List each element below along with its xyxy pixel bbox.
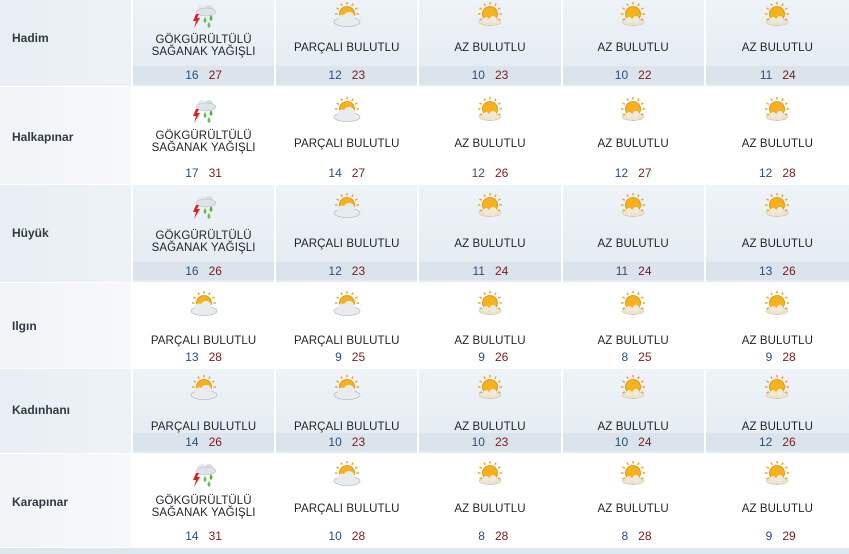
condition-line: SAĞANAK YAĞIŞLI <box>151 507 256 519</box>
min-temperature: 9 <box>478 350 485 364</box>
condition-text <box>276 335 417 347</box>
partly-cloudy-icon <box>330 373 364 403</box>
mostly-sunny-icon <box>760 373 794 403</box>
condition-line: AZ BULUTLU <box>597 138 669 150</box>
temperature-range <box>419 164 560 182</box>
temperature-range <box>133 164 274 182</box>
condition-line: GÖKGÜRÜLTÜLÜ <box>155 495 252 507</box>
mostly-sunny-icon <box>760 0 794 30</box>
temperature-range <box>706 433 849 451</box>
temperature-range <box>563 348 704 366</box>
min-temperature: 12 <box>614 166 629 180</box>
day-forecast-cell <box>419 369 562 453</box>
max-temperature: 23 <box>494 435 509 449</box>
mostly-sunny-icon <box>760 191 794 221</box>
temperature-range <box>133 433 274 451</box>
condition-text <box>706 421 849 433</box>
max-temperature: 23 <box>351 264 366 278</box>
condition-text <box>133 130 274 154</box>
max-temperature: 27 <box>638 166 652 180</box>
max-temperature: 28 <box>351 529 366 543</box>
condition-text <box>563 42 704 54</box>
max-temperature: 28 <box>494 529 509 543</box>
condition-text <box>563 335 704 347</box>
condition-text <box>563 503 704 515</box>
partly-cloudy-icon <box>187 373 221 403</box>
condition-text <box>706 503 849 515</box>
city-cell <box>0 283 133 368</box>
min-temperature: 8 <box>621 529 629 543</box>
day-forecast-cell <box>563 0 706 86</box>
day-forecast-cell <box>706 369 849 453</box>
condition-line: PARÇALI BULUTLU <box>150 421 257 433</box>
condition-line: AZ BULUTLU <box>454 503 526 515</box>
forecast-row <box>0 369 849 454</box>
min-temperature: 10 <box>328 529 342 543</box>
temperature-range <box>276 527 417 545</box>
min-temperature: 17 <box>185 166 199 180</box>
temperature-range <box>706 262 849 280</box>
day-forecast-cell <box>563 454 706 547</box>
mostly-sunny-icon <box>473 373 507 403</box>
forecast-row <box>0 454 849 548</box>
day-forecast-cell <box>133 185 276 282</box>
min-temperature: 12 <box>471 166 485 180</box>
mostly-sunny-icon <box>473 459 507 489</box>
city-cell <box>0 0 133 86</box>
condition-line: AZ BULUTLU <box>454 335 526 347</box>
day-forecast-cell <box>419 283 562 368</box>
condition-line: AZ BULUTLU <box>597 335 669 347</box>
mostly-sunny-icon <box>616 373 650 403</box>
temperature-range <box>133 66 274 84</box>
temperature-range <box>276 262 417 280</box>
day-forecast-cell <box>276 454 419 547</box>
condition-text <box>419 335 560 347</box>
condition-line: PARÇALI BULUTLU <box>294 42 400 54</box>
day-forecast-cell <box>276 369 419 453</box>
condition-text <box>419 503 560 515</box>
next-row-edge <box>0 548 849 554</box>
temperature-range <box>563 433 704 451</box>
max-temperature: 23 <box>351 435 366 449</box>
temperature-range <box>133 262 274 280</box>
max-temperature: 25 <box>638 350 652 364</box>
condition-text <box>133 34 274 58</box>
condition-text <box>133 335 274 347</box>
mostly-sunny-icon <box>616 289 650 319</box>
day-forecast-cell <box>706 0 849 86</box>
min-temperature: 11 <box>472 264 485 278</box>
temperature-range <box>419 527 560 545</box>
condition-line: AZ BULUTLU <box>454 42 526 54</box>
min-temperature: 14 <box>185 435 199 449</box>
day-forecast-cell <box>133 283 276 368</box>
day-forecast-cell <box>563 283 706 368</box>
max-temperature: 23 <box>351 68 366 82</box>
temperature-range <box>419 262 560 280</box>
condition-text <box>706 138 849 150</box>
temperature-range <box>276 348 417 366</box>
max-temperature: 28 <box>208 350 222 364</box>
temperature-range <box>563 527 704 545</box>
mostly-sunny-icon <box>760 289 794 319</box>
max-temperature: 28 <box>782 350 796 364</box>
partly-cloudy-icon <box>330 95 364 125</box>
day-forecast-cell <box>706 454 849 547</box>
temperature-range <box>419 348 560 366</box>
min-temperature: 13 <box>758 264 773 278</box>
partly-cloudy-icon <box>330 0 364 30</box>
thunder-rain-icon <box>187 0 221 30</box>
max-temperature: 28 <box>638 529 652 543</box>
min-temperature: 12 <box>758 166 773 180</box>
day-forecast-cell <box>563 369 706 453</box>
thunder-rain-icon <box>187 95 221 125</box>
city-name[interactable]: Karapınar <box>12 495 69 509</box>
min-temperature: 8 <box>478 529 485 543</box>
day-forecast-cell <box>419 185 562 282</box>
city-name[interactable]: Ilgın <box>12 319 37 333</box>
day-forecast-cell <box>276 185 419 282</box>
min-temperature: 14 <box>185 529 199 543</box>
city-cell <box>0 454 133 547</box>
condition-line: GÖKGÜRÜLTÜLÜ <box>155 130 252 142</box>
min-temperature: 9 <box>765 350 773 364</box>
max-temperature: 26 <box>208 435 222 449</box>
mostly-sunny-icon <box>616 0 650 30</box>
condition-line: SAĞANAK YAĞIŞLI <box>151 242 256 254</box>
day-forecast-cell <box>133 0 276 86</box>
mostly-sunny-icon <box>473 289 507 319</box>
thunder-rain-icon <box>187 191 221 221</box>
day-forecast-cell <box>419 454 562 547</box>
condition-text <box>563 421 704 433</box>
condition-line: AZ BULUTLU <box>454 421 526 433</box>
forecast-row <box>0 185 849 283</box>
thunder-rain-icon <box>187 459 221 489</box>
partly-cloudy-icon <box>187 289 221 319</box>
day-forecast-cell <box>133 454 276 547</box>
city-cell <box>0 185 133 282</box>
city-name[interactable]: Hüyük <box>12 226 49 240</box>
forecast-row <box>0 87 849 185</box>
condition-line: AZ BULUTLU <box>454 238 526 250</box>
condition-line: SAĞANAK YAĞIŞLI <box>151 142 256 154</box>
max-temperature: 31 <box>208 529 222 543</box>
min-temperature: 12 <box>328 264 342 278</box>
condition-line: AZ BULUTLU <box>741 42 813 54</box>
temperature-range <box>563 262 704 280</box>
forecast-row <box>0 283 849 369</box>
condition-line: AZ BULUTLU <box>741 421 813 433</box>
condition-line: AZ BULUTLU <box>454 138 526 150</box>
day-forecast-cell <box>276 87 419 184</box>
max-temperature: 24 <box>494 264 509 278</box>
day-forecast-cell <box>419 0 562 86</box>
min-temperature: 12 <box>758 435 773 449</box>
condition-line: PARÇALI BULUTLU <box>294 503 400 515</box>
condition-line: AZ BULUTLU <box>741 238 813 250</box>
condition-text <box>276 421 417 433</box>
condition-text <box>276 238 417 250</box>
condition-line: AZ BULUTLU <box>597 238 669 250</box>
day-forecast-cell <box>706 87 849 184</box>
max-temperature: 24 <box>782 68 796 82</box>
min-temperature: 8 <box>621 350 629 364</box>
condition-text <box>706 335 849 347</box>
condition-text <box>419 138 560 150</box>
temperature-range <box>706 348 849 366</box>
condition-line: AZ BULUTLU <box>597 42 669 54</box>
condition-text <box>419 42 560 54</box>
condition-text <box>419 238 560 250</box>
temperature-range <box>706 164 849 182</box>
condition-text <box>706 42 849 54</box>
condition-text <box>133 230 274 254</box>
temperature-range <box>133 527 274 545</box>
partly-cloudy-icon <box>330 459 364 489</box>
mostly-sunny-icon <box>473 95 507 125</box>
condition-line: GÖKGÜRÜLTÜLÜ <box>155 230 252 242</box>
min-temperature: 11 <box>615 264 629 278</box>
max-temperature: 31 <box>208 166 222 180</box>
temperature-range <box>276 433 417 451</box>
max-temperature: 26 <box>208 264 222 278</box>
min-temperature: 9 <box>765 529 773 543</box>
max-temperature: 25 <box>351 350 366 364</box>
max-temperature: 27 <box>208 68 222 82</box>
city-name[interactable]: Hadim <box>12 31 49 45</box>
forecast-row <box>0 0 849 87</box>
condition-line: PARÇALI BULUTLU <box>294 335 400 347</box>
mostly-sunny-icon <box>760 95 794 125</box>
mostly-sunny-icon <box>473 0 507 30</box>
day-forecast-cell <box>133 87 276 184</box>
day-forecast-cell <box>706 283 849 368</box>
mostly-sunny-icon <box>760 459 794 489</box>
mostly-sunny-icon <box>616 95 650 125</box>
min-temperature: 16 <box>185 68 199 82</box>
min-temperature: 16 <box>185 264 199 278</box>
day-forecast-cell <box>563 185 706 282</box>
min-temperature: 14 <box>328 166 342 180</box>
condition-line: PARÇALI BULUTLU <box>150 335 257 347</box>
temperature-range <box>419 66 560 84</box>
min-temperature: 12 <box>328 68 342 82</box>
condition-line: GÖKGÜRÜLTÜLÜ <box>155 34 252 46</box>
city-name[interactable]: Halkapınar <box>12 130 74 144</box>
condition-line: AZ BULUTLU <box>741 503 813 515</box>
min-temperature: 10 <box>471 68 485 82</box>
min-temperature: 10 <box>328 435 342 449</box>
condition-text <box>276 503 417 515</box>
day-forecast-cell <box>276 0 419 86</box>
condition-line: PARÇALI BULUTLU <box>294 238 400 250</box>
city-name[interactable]: Kadınhanı <box>12 403 71 417</box>
condition-line: AZ BULUTLU <box>597 503 669 515</box>
condition-text <box>133 495 274 519</box>
temperature-range <box>563 164 704 182</box>
max-temperature: 28 <box>782 166 796 180</box>
max-temperature: 26 <box>494 350 509 364</box>
condition-line: AZ BULUTLU <box>597 421 669 433</box>
min-temperature: 10 <box>614 68 629 82</box>
condition-text <box>419 421 560 433</box>
condition-text <box>276 138 417 150</box>
temperature-range <box>563 66 704 84</box>
mostly-sunny-icon <box>473 191 507 221</box>
temperature-range <box>419 433 560 451</box>
condition-line: AZ BULUTLU <box>741 335 813 347</box>
condition-line: SAĞANAK YAĞIŞLI <box>151 46 256 58</box>
city-cell <box>0 369 133 453</box>
partly-cloudy-icon <box>330 191 364 221</box>
day-forecast-cell <box>563 87 706 184</box>
condition-line: AZ BULUTLU <box>741 138 813 150</box>
max-temperature: 24 <box>638 435 652 449</box>
max-temperature: 23 <box>494 68 509 82</box>
temperature-range <box>276 66 417 84</box>
partly-cloudy-icon <box>330 289 364 319</box>
day-forecast-cell <box>276 283 419 368</box>
max-temperature: 26 <box>494 166 509 180</box>
condition-line: PARÇALI BULUTLU <box>294 138 400 150</box>
condition-text <box>563 238 704 250</box>
min-temperature: 9 <box>335 350 342 364</box>
day-forecast-cell <box>133 369 276 453</box>
max-temperature: 24 <box>638 264 652 278</box>
condition-text <box>563 138 704 150</box>
max-temperature: 27 <box>351 166 366 180</box>
min-temperature: 10 <box>614 435 629 449</box>
condition-line: PARÇALI BULUTLU <box>294 421 400 433</box>
temperature-range <box>276 164 417 182</box>
max-temperature: 29 <box>782 529 796 543</box>
day-forecast-cell <box>706 185 849 282</box>
max-temperature: 22 <box>638 68 652 82</box>
condition-text <box>706 238 849 250</box>
max-temperature: 26 <box>782 435 796 449</box>
condition-text <box>133 421 274 433</box>
temperature-range <box>133 348 274 366</box>
city-cell <box>0 87 133 184</box>
mostly-sunny-icon <box>616 191 650 221</box>
day-forecast-cell <box>419 87 562 184</box>
condition-text <box>276 42 417 54</box>
min-temperature: 13 <box>185 350 199 364</box>
temperature-range <box>706 66 849 84</box>
min-temperature: 11 <box>759 68 773 82</box>
temperature-range <box>706 527 849 545</box>
mostly-sunny-icon <box>616 459 650 489</box>
min-temperature: 10 <box>471 435 485 449</box>
max-temperature: 26 <box>782 264 796 278</box>
